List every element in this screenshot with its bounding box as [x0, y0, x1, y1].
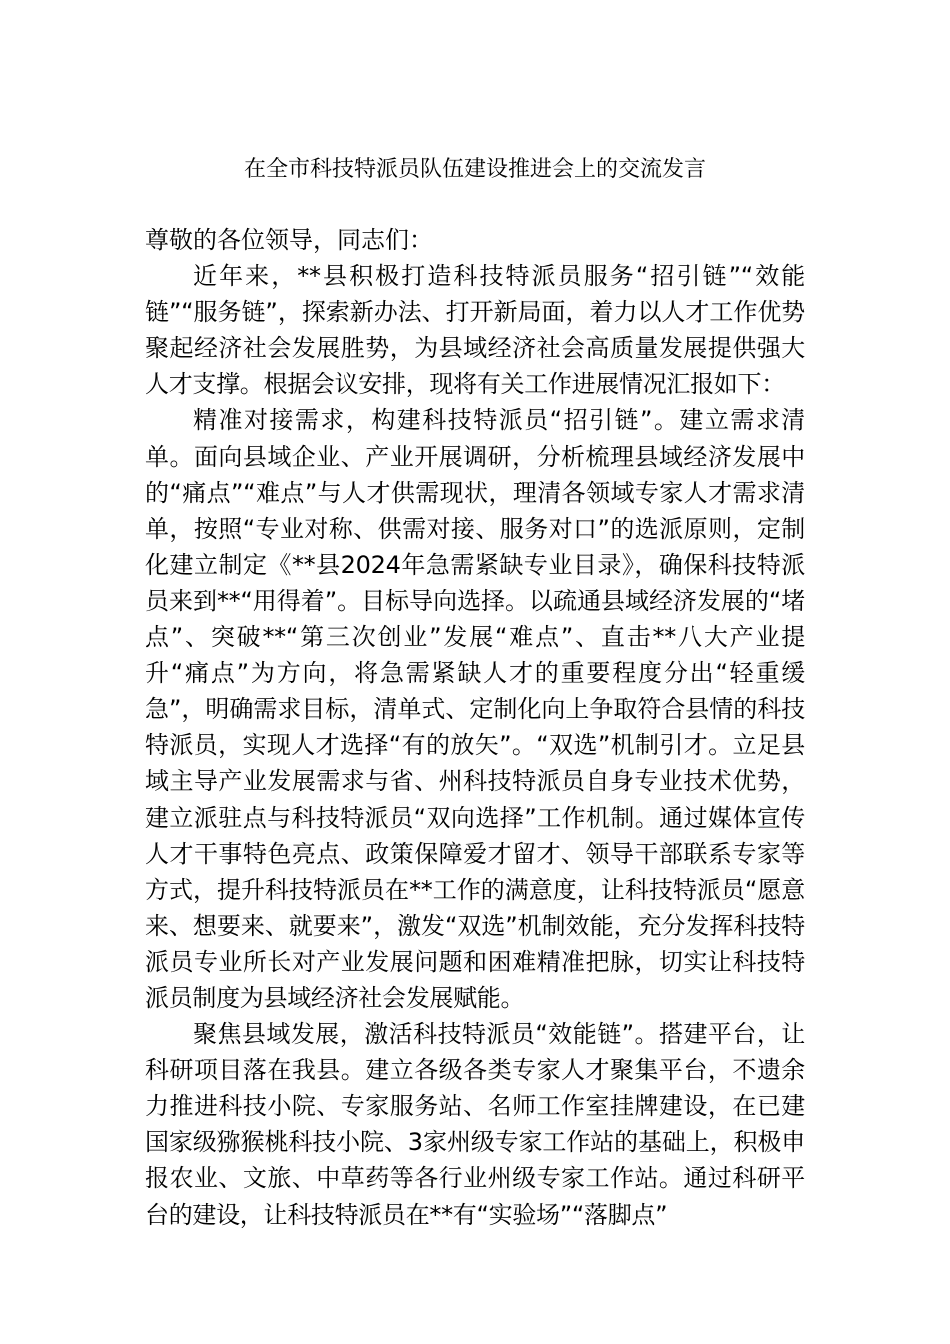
paragraph-efficiency-chain: 聚焦县域发展，激活科技特派员“效能链”。搭建平台，让科研项目落在我县。建立各级各类专家人才聚集平台，不遗余力推进科技小院、专家服务站、名师工作室挂牌建设，在已建国家级猕猴桃科技小院、3家州级专家工作站的基础上，积极申报农业、文旅、中草药等各行业州级专家工作站。通过科研平台的建设，让科技特派员在**有“实验场”“落脚点” [145, 1020, 805, 1229]
paragraph-intro: 近年来，**县积极打造科技特派员服务“招引链”“效能链”“服务链”，探索新办法、打开新局面，着力以人才工作优势聚起经济社会发展胜势，为县域经济社会高质量发展提供强大人才支撑。根据会议安排，现将有关工作进展情况汇报如下： [145, 262, 805, 399]
paragraph-recruitment-chain: 精准对接需求，构建科技特派员“招引链”。建立需求清单。面向县域企业、产业开展调研，分析梳理县域经济发展中的“痛点”“难点”与人才供需现状，理清各领域专家人才需求清单，按照“专业对称、供需对接、服务对口”的选派原则，定制化建立制定《**县2024年急需紧缺专业目录》，确保科技特派员来到**“用得着”。目标导向选择。以疏通县域经济发展的“堵点”、突破**“第三次创业”发展“难点”、直击**八大产业提升“痛点”为方向，将急需紧缺人才的重要程度分出“轻重缓急”，明确需求目标，清单式、定制化向上争取符合县情的科技特派员，实现人才选择“有的放矢”。“双选”机制引才。立足县域主导产业发展需求与省、州科技特派员自身专业技术优势，建立派驻点与科技特派员“双向选择”工作机制。通过媒体宣传人才干事特色亮点、政策保障爱才留才、领导干部联系专家等方式，提升科技特派员在**工作的满意度，让科技特派员“愿意来、想要来、就要来”，激发“双选”机制效能，充分发挥科技特派员专业所长对产业发展问题和困难精准把脉，切实让科技特派员制度为县域经济社会发展赋能。 [145, 406, 805, 1012]
salutation: 尊敬的各位领导，同志们： [145, 226, 433, 254]
document-title: 在全市科技特派员队伍建设推进会上的交流发言 [243, 157, 706, 182]
document-body [145, 222, 805, 1233]
